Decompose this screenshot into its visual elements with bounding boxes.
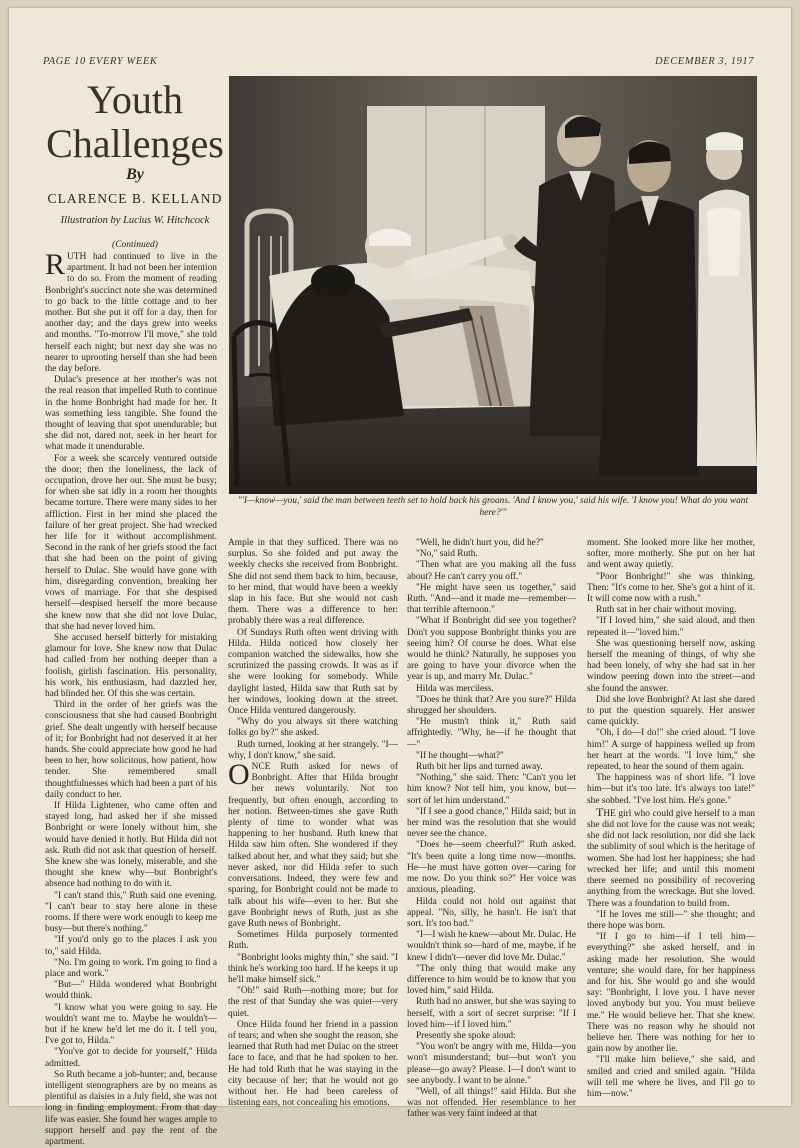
article-column-1 bbox=[45, 248, 217, 1148]
paragraph: "No. I'm going to work. I'm going to find a place and work." bbox=[45, 957, 217, 979]
paragraph: "He might have seen us together," said Ruth. "And—and it made me—remember—that terrible afternoon." bbox=[407, 582, 576, 616]
paragraph: "Then what are you making all the fuss about? He can't carry you off." bbox=[407, 560, 576, 582]
sickroom-illustration-icon bbox=[229, 76, 757, 494]
paragraph-text: NCE Ruth asked for news of Bonbright. After that Hilda brought her news voluntarily. Not too frequently, but often enough, according to her notion. Between-times she gave Ruth plenty of time to wonder what was happening to her husband. Ruth knew that Hilda saw him often. She wondered if they talked about her, and what they said; but she never asked, nor did Hilda refer to such conversations. Indeed, they were few and sparing, for Bonbright could not be made to talk about his wife—even to her. But she gave Bonbright news of Ruth, just as she gave Ruth news of Bonbright. bbox=[228, 762, 398, 929]
paragraph bbox=[228, 758, 398, 930]
paragraph: Ruth turned, looking at her strangely. "I—why, I don't know," she said. bbox=[228, 739, 398, 761]
paragraph: Ruth bit her lips and turned away. bbox=[416, 762, 543, 773]
paragraph: Sometimes Hilda purposely tormented Ruth. bbox=[228, 930, 398, 952]
paragraph-text: HE girl who could give herself to a man she did not love for the cause was not weak; she did not lack resolution, nor did she lack the sublimity of soul which is the heritage of women. She had lost her happiness; she had wrecked her life; and until this moment there seemed no possibility of recovering anything from the wreckage. But she loved. There was a foundation to build from. bbox=[587, 808, 755, 909]
paragraph: Hilda was merciless. bbox=[416, 683, 494, 694]
paragraph: "Well, of all things!" said Hilda. But she was not offended. Her resemblance to her father was very faint indeed at that bbox=[407, 1086, 576, 1120]
article-column-3 bbox=[407, 538, 576, 1120]
paragraph: "If he loves me still—" she thought; and there hope was born. bbox=[587, 909, 755, 931]
illustrator-credit: Illustration by Lucius W. Hitchcock bbox=[60, 215, 210, 226]
paragraph-text: UTH had continued to live in the apartment. It had not been her intention to do so. From the moment of reading Bonbright's succinct note she was determined to go back to the little cottage and to her mother. But she put it off for a day, then for another day; and the days grew into weeks and months. "To-morrow I'll move," she told herself each night; but next day she was no nearer to uprooting herself than she had been the day before. bbox=[45, 252, 217, 375]
paragraph: If Hilda Lightener, who came often and stayed long, had asked her if she missed Bonbright or were lonely without him, she would have denied it hotly. But Hilda did not ask. Ruth did not ask that question of herself. She knew she was lonely, miserable, and she thought she knew why—but Bonbright's absence had nothing to do with it. bbox=[45, 800, 217, 890]
article-column-2 bbox=[228, 538, 398, 1109]
paragraph: "I—I wish he knew—about Mr. Dulac. He wouldn't think so—hard of me, maybe, if he knew I didn't—never did love Mr. Dulac." bbox=[407, 930, 576, 963]
paragraph: "If I loved him," she said aloud, and then repeated it—"loved him." bbox=[587, 616, 755, 638]
paragraph: "Oh!" said Ruth—nothing more; but for the rest of that Sunday she was quiet—very quiet. bbox=[228, 986, 398, 1019]
paragraph: Hilda could not hold out against that appeal. "No, silly, he hasn't. He isn't that sort. It's too bad." bbox=[407, 896, 576, 929]
paragraph-text: Ample in that they sufficed. There was no surplus. So she folded and put away the weekly checks she received from Bonbright. She did not send them back to him, because, to her mind, that would have been a weekly slap in his face. But she would not cash them. There was a difference to her: probably there was a real difference. bbox=[228, 538, 398, 627]
paragraph: "Does he—seem cheerful?" Ruth asked. "It's been quite a long time now—months. He—he must have gotten over—caring for me now. Do you think so?" Her voice was anxious, pleading. bbox=[407, 840, 576, 896]
paragraph-text: moment. She looked more like her mother, softer, more motherly. She put on her hat and went away quietly. bbox=[587, 538, 755, 571]
paragraph bbox=[228, 538, 398, 628]
paragraph: "If you'd only go to the places I ask you to," said Hilda. bbox=[45, 935, 217, 957]
paragraph: Third in the order of her griefs was the consciousness that she had caused Bonbright grief. She dealt ungently with herself because of it; for Bonbright had not deserved it at her hands. She could appreciate how good he had been to her, how solicitous, how patient, how tender. She remembered small thoughtfulnesses which had been a part of his daily conduct to her. bbox=[45, 700, 217, 800]
article-column-4 bbox=[587, 538, 755, 1099]
author-name: CLARENCE B. KELLAND bbox=[47, 191, 223, 206]
paragraph: "He mustn't think it," Ruth said affrightedly. "Why, he—if he thought that—" bbox=[407, 717, 576, 750]
paragraph: "I'll make him believe," she said, and smiled and cried and smiled again. "Hilda will tell me where he lives, and I'll go to him—now." bbox=[587, 1055, 755, 1099]
paragraph: "Why do you always sit there watching folks go by?" she asked. bbox=[228, 717, 398, 739]
paragraph: She was questioning herself now, asking herself the meaning of things, of why she had been lonely, of why she had sat in her window peering down into the street—and she found the answer. bbox=[587, 638, 755, 694]
paragraph: "You won't be angry with me, Hilda—you won't misunderstand; but—but won't you please—go away? Please. I—I don't want to see anybody. I want to be alone." bbox=[407, 1042, 576, 1086]
section-initial: T bbox=[596, 804, 604, 819]
paragraph bbox=[587, 804, 755, 910]
illustration-caption: "'I—know—you,' said the man between teeth set to hold back his groans. 'And I know you,' said his wife. 'I know you! What do you want here?'" bbox=[237, 496, 749, 518]
paragraph bbox=[587, 538, 755, 572]
paragraph: For a week she scarcely ventured outside the door; then the loneliness, the lack of occupation, drove her out. She must be busy; for when she sat idly in a room her thoughts became torture. There were many sides to her affliction. First in her mind she placed the failure of her great project. She had wrecked her life for it without accomplishment. Second in the rank of her griefs stood the fact that she had been on the point of giving herself to Dulac. She would have gone with him, disregarding convention, breaking her vows of marriage. For that she despised herself—despised herself the more because she knew now that she did not love Dulac, that she had never loved him. bbox=[45, 453, 217, 632]
paragraph: "But—" Hilda wondered what Bonbright would think. bbox=[45, 980, 217, 1002]
paragraph: "Bonbright looks mighty thin," she said. "I think he's working too hard. If he keeps it up he'll make himself sick." bbox=[228, 952, 398, 985]
paragraph: Presently she spoke aloud: bbox=[416, 1030, 516, 1041]
paragraph: "The only thing that would make any difference to him would be to know that you loved him," said Hilda. bbox=[407, 963, 576, 997]
paragraph: The happiness was of short life. "I love him—but it's too late. It's always too late!" she sobbed. "I've lost him. He's gone." bbox=[587, 773, 755, 806]
paragraph: "Does he think that? Are you sure?" Hilda shrugged her shoulders. bbox=[407, 694, 576, 717]
magazine-page bbox=[9, 8, 791, 1148]
paragraph: "Nothing," she said. Then: "Can't you let him know? Not tell him, you know, but—sort of let him understand." bbox=[407, 773, 576, 806]
drop-cap: R bbox=[45, 248, 66, 281]
paragraph: "No," said Ruth. bbox=[416, 549, 478, 560]
story-title: Youth Challenges bbox=[46, 77, 224, 166]
page-header-date: DECEMBER 3, 1917 bbox=[655, 56, 755, 67]
paragraph: Did she love Bonbright? At last she dared to put the question squarely. Her answer came quickly. bbox=[587, 694, 755, 728]
paragraph: She accused herself bitterly for mistaking glamour for love. She knew now that Dulac had called from her nothing deeper than a foolish, girlish fascination. His personality, his work, his enthusiasm, had dazzled her, had blinded her. Of this she was certain. bbox=[45, 632, 217, 699]
paragraph: "If I see a good chance," Hilda said; but in her mind was the resolution that she would never see the chance. bbox=[407, 806, 576, 840]
paragraph: "I know what you were going to say. He wouldn't want me to. Maybe he wouldn't—but if he knew he'd let me do it. I tell you, I've got to, Hilda." bbox=[45, 1002, 217, 1047]
continued-label: (Continued) bbox=[112, 240, 158, 250]
paragraph: "If he thought—what?" bbox=[416, 750, 504, 761]
paragraph: Dulac's presence at her mother's was not the real reason that impelled Ruth to continue in the home Bonbright had made for her. It was something less tangible. She found the thought of leaving that spot unendurable; but she did not, dared not, seek in her heart for what made it unendurable. bbox=[45, 375, 217, 453]
paragraph: "Oh, I do—I do!" she cried aloud. "I love him!" A surge of happiness welled up from her heart at the words. "I love him," she repeated, to hear the sound of them again. bbox=[587, 728, 755, 773]
drop-cap: O bbox=[228, 758, 250, 792]
byline-by: By bbox=[126, 166, 144, 183]
paragraph: "Well, he didn't hurt you, did he?" bbox=[416, 538, 544, 548]
paragraph: "I can't stand this," Ruth said one evening. "I can't bear to stay here alone in these rooms. If there were work enough to keep me busy—but there's nothing." bbox=[45, 890, 217, 935]
paragraph bbox=[45, 248, 217, 375]
paragraph: "What if Bonbright did see you together? Don't you suppose Bonbright thinks you are seeing him? Of course he does. What else would he think? Naturally, he supposes you are going to have your divorce when the year is up, and marry Mr. Dulac." bbox=[407, 616, 576, 683]
paragraph: "Poor Bonbright!" she was thinking. Then: "It's come to her. She's got a hint of it. It will come now with a rush." bbox=[587, 571, 755, 605]
page-header-left: PAGE 10 EVERY WEEK bbox=[43, 56, 158, 67]
paragraph: Ruth sat in her chair without moving. bbox=[596, 605, 737, 616]
paragraph: "If I go to him—if I tell him—everything?" she asked herself, and in asking made her resolution. She would venture; she would dare, for her happiness and for his. She would go and she would say: "Bonbright, I love you. I have never loved anybody but you. You must believe me." He would believe her. That she knew. There was no reason why he should not believe her. There was nothing for her to gain now by another lie. bbox=[587, 932, 755, 1055]
paragraph: Ruth had no answer, but she was saying to herself, with a sort of secret surprise: "If I loved him—if I loved him." bbox=[407, 997, 576, 1030]
paragraph: "You've got to decide for yourself," Hilda admitted. bbox=[45, 1047, 217, 1069]
paragraph: So Ruth became a job-hunter; and, because intelligent stenographers are by no means as plentiful as daisies in a July field, she was not long in finding employment. From that day life was easier. She found her wages ample to support herself and pay the rent of the apartment. bbox=[45, 1069, 217, 1148]
paragraph: Once Hilda found her friend in a passion of tears; and when she sought the reason, she learned that Ruth had met Dulac on the street face to face, and that he had spoken to her. He had told Ruth that he was staying in the city because of her; that he would not go without her. He had been careless of listening ears, not concealing his emotions. bbox=[228, 1019, 398, 1109]
paragraph: Of Sundays Ruth often went driving with Hilda. Hilda noticed how closely her companion watched the sidewalks, how she scrutinized the passing crowds. It was as if she were looking for somebody. While daylight lasted, Hilda saw that Ruth sat by her windows, looking down at the street. Once Hilda ventured dangerously. bbox=[228, 627, 398, 717]
